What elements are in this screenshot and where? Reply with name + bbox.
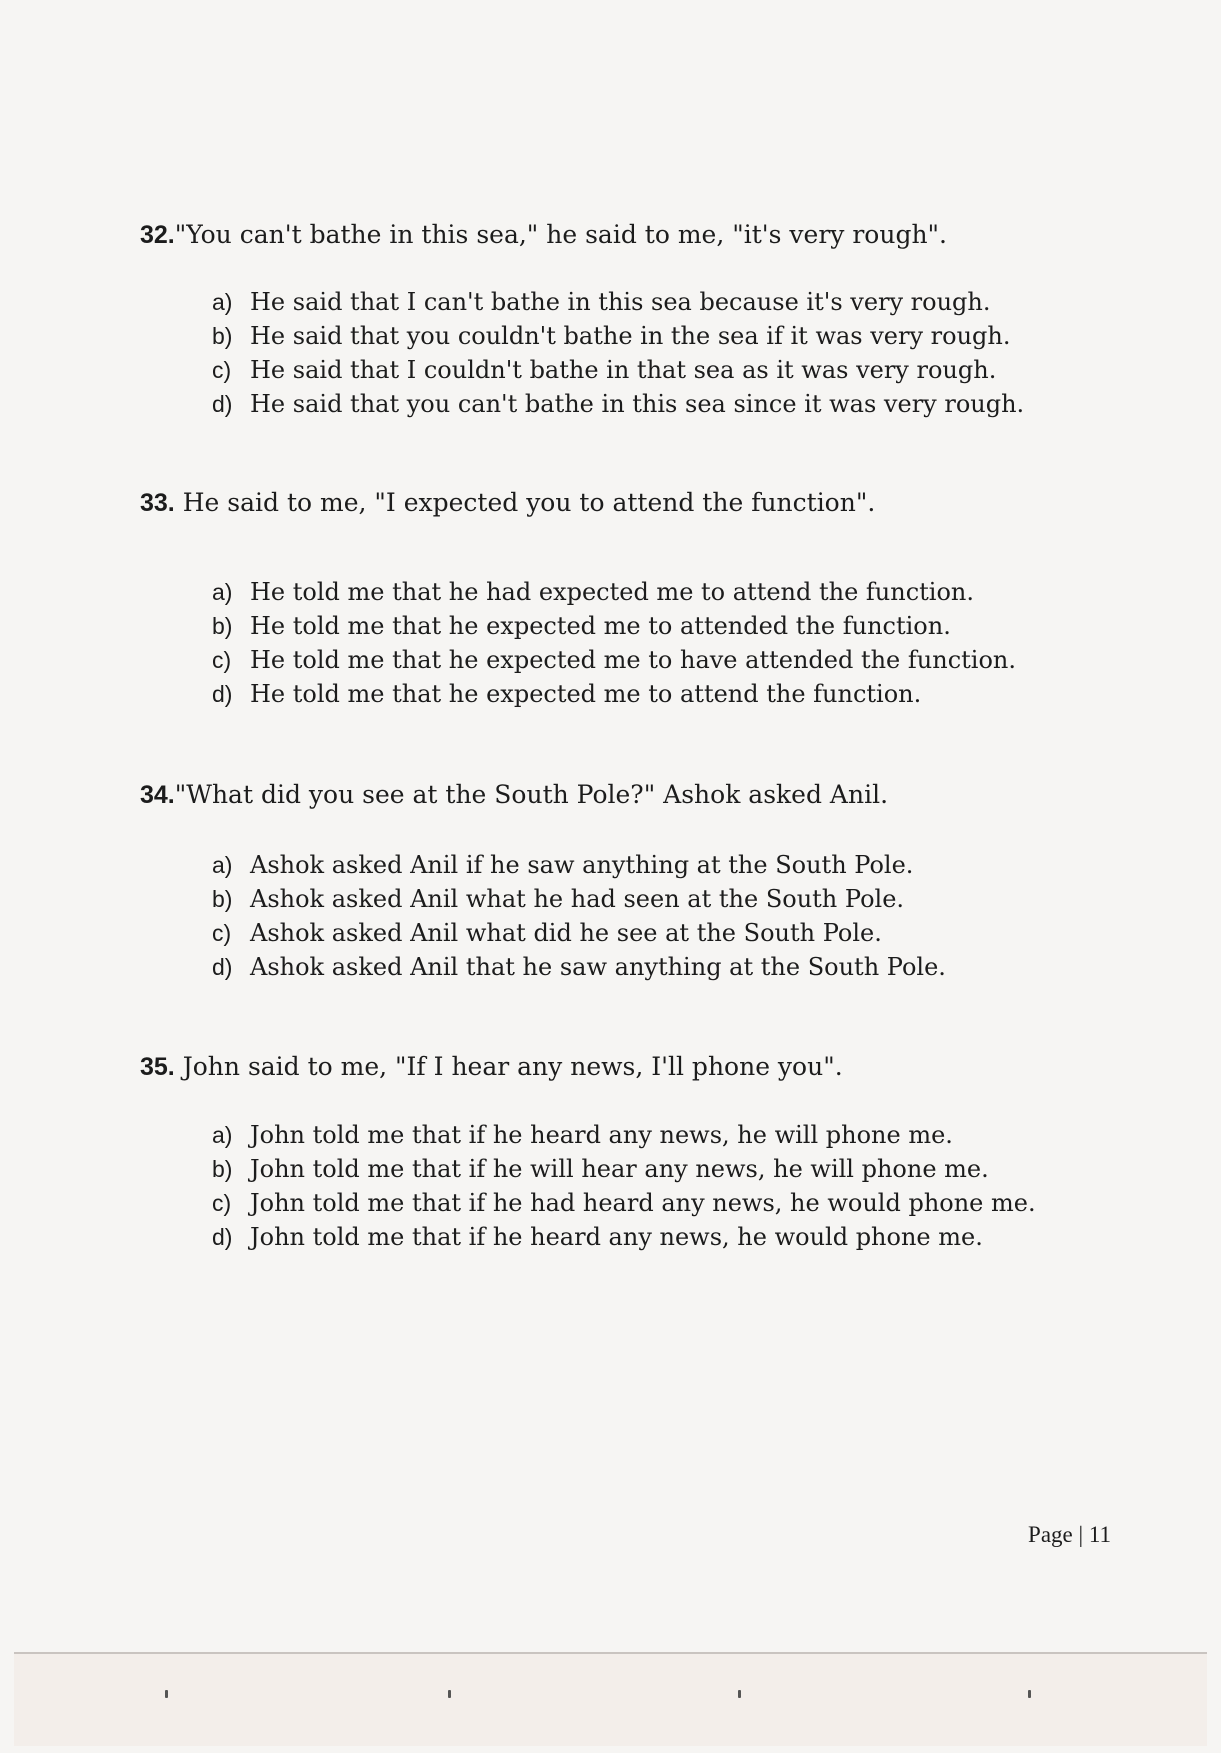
question-34 (140, 780, 888, 810)
question-number: 35. (140, 1053, 175, 1081)
question-text: "What did you see at the South Pole?" Ashok asked Anil. (174, 780, 889, 809)
option-b[interactable]: b) He said that you couldn't bathe in the sea if it was very rough. (212, 322, 1011, 350)
scan-mark (1028, 1690, 1031, 1698)
option-b[interactable]: b) He told me that he expected me to attended the function. (212, 612, 951, 640)
options-34 (212, 848, 946, 984)
scan-mark (738, 1690, 741, 1698)
option-d[interactable]: d) John told me that if he heard any news, he would phone me. (212, 1223, 983, 1251)
option-d[interactable]: d) Ashok asked Anil that he saw anything at the South Pole. (212, 953, 946, 981)
option-a[interactable]: a) Ashok asked Anil if he saw anything at the South Pole. (212, 851, 914, 879)
options-35 (212, 1118, 1036, 1254)
page-number: Page | 11 (1028, 1522, 1111, 1547)
option-a[interactable]: a) John told me that if he heard any news, he will phone me. (212, 1121, 953, 1149)
scan-mark (165, 1690, 168, 1698)
options-32 (212, 285, 1024, 421)
option-c[interactable]: c) He told me that he expected me to have attended the function. (212, 646, 1016, 674)
option-c[interactable]: c) John told me that if he had heard any news, he would phone me. (212, 1189, 1036, 1217)
option-d[interactable]: d) He said that you can't bathe in this sea since it was very rough. (212, 390, 1025, 418)
option-b[interactable]: b) Ashok asked Anil what he had seen at the South Pole. (212, 885, 905, 913)
question-33 (140, 488, 875, 518)
question-text: "You can't bathe in this sea," he said to me, "it's very rough". (174, 220, 947, 249)
option-b[interactable]: b) John told me that if he will hear any news, he will phone me. (212, 1155, 989, 1183)
question-number: 34. (140, 781, 175, 809)
scan-edge-band (14, 1652, 1207, 1746)
question-text: He said to me, "I expected you to attend the function". (182, 488, 876, 517)
scan-mark (448, 1690, 451, 1698)
option-c[interactable]: c) He said that I couldn't bathe in that sea as it was very rough. (212, 356, 997, 384)
question-35 (140, 1052, 843, 1082)
question-32 (140, 220, 947, 250)
option-d[interactable]: d) He told me that he expected me to attend the function. (212, 680, 922, 708)
question-text: John said to me, "If I hear any news, I'll phone you". (182, 1052, 843, 1081)
option-a[interactable]: a) He told me that he had expected me to attend the function. (212, 578, 975, 606)
options-33 (212, 575, 1016, 711)
question-number: 32. (140, 221, 175, 249)
question-number: 33. (140, 489, 175, 517)
option-c[interactable]: c) Ashok asked Anil what did he see at the South Pole. (212, 919, 882, 947)
option-a[interactable]: a) He said that I can't bathe in this sea because it's very rough. (212, 288, 991, 316)
